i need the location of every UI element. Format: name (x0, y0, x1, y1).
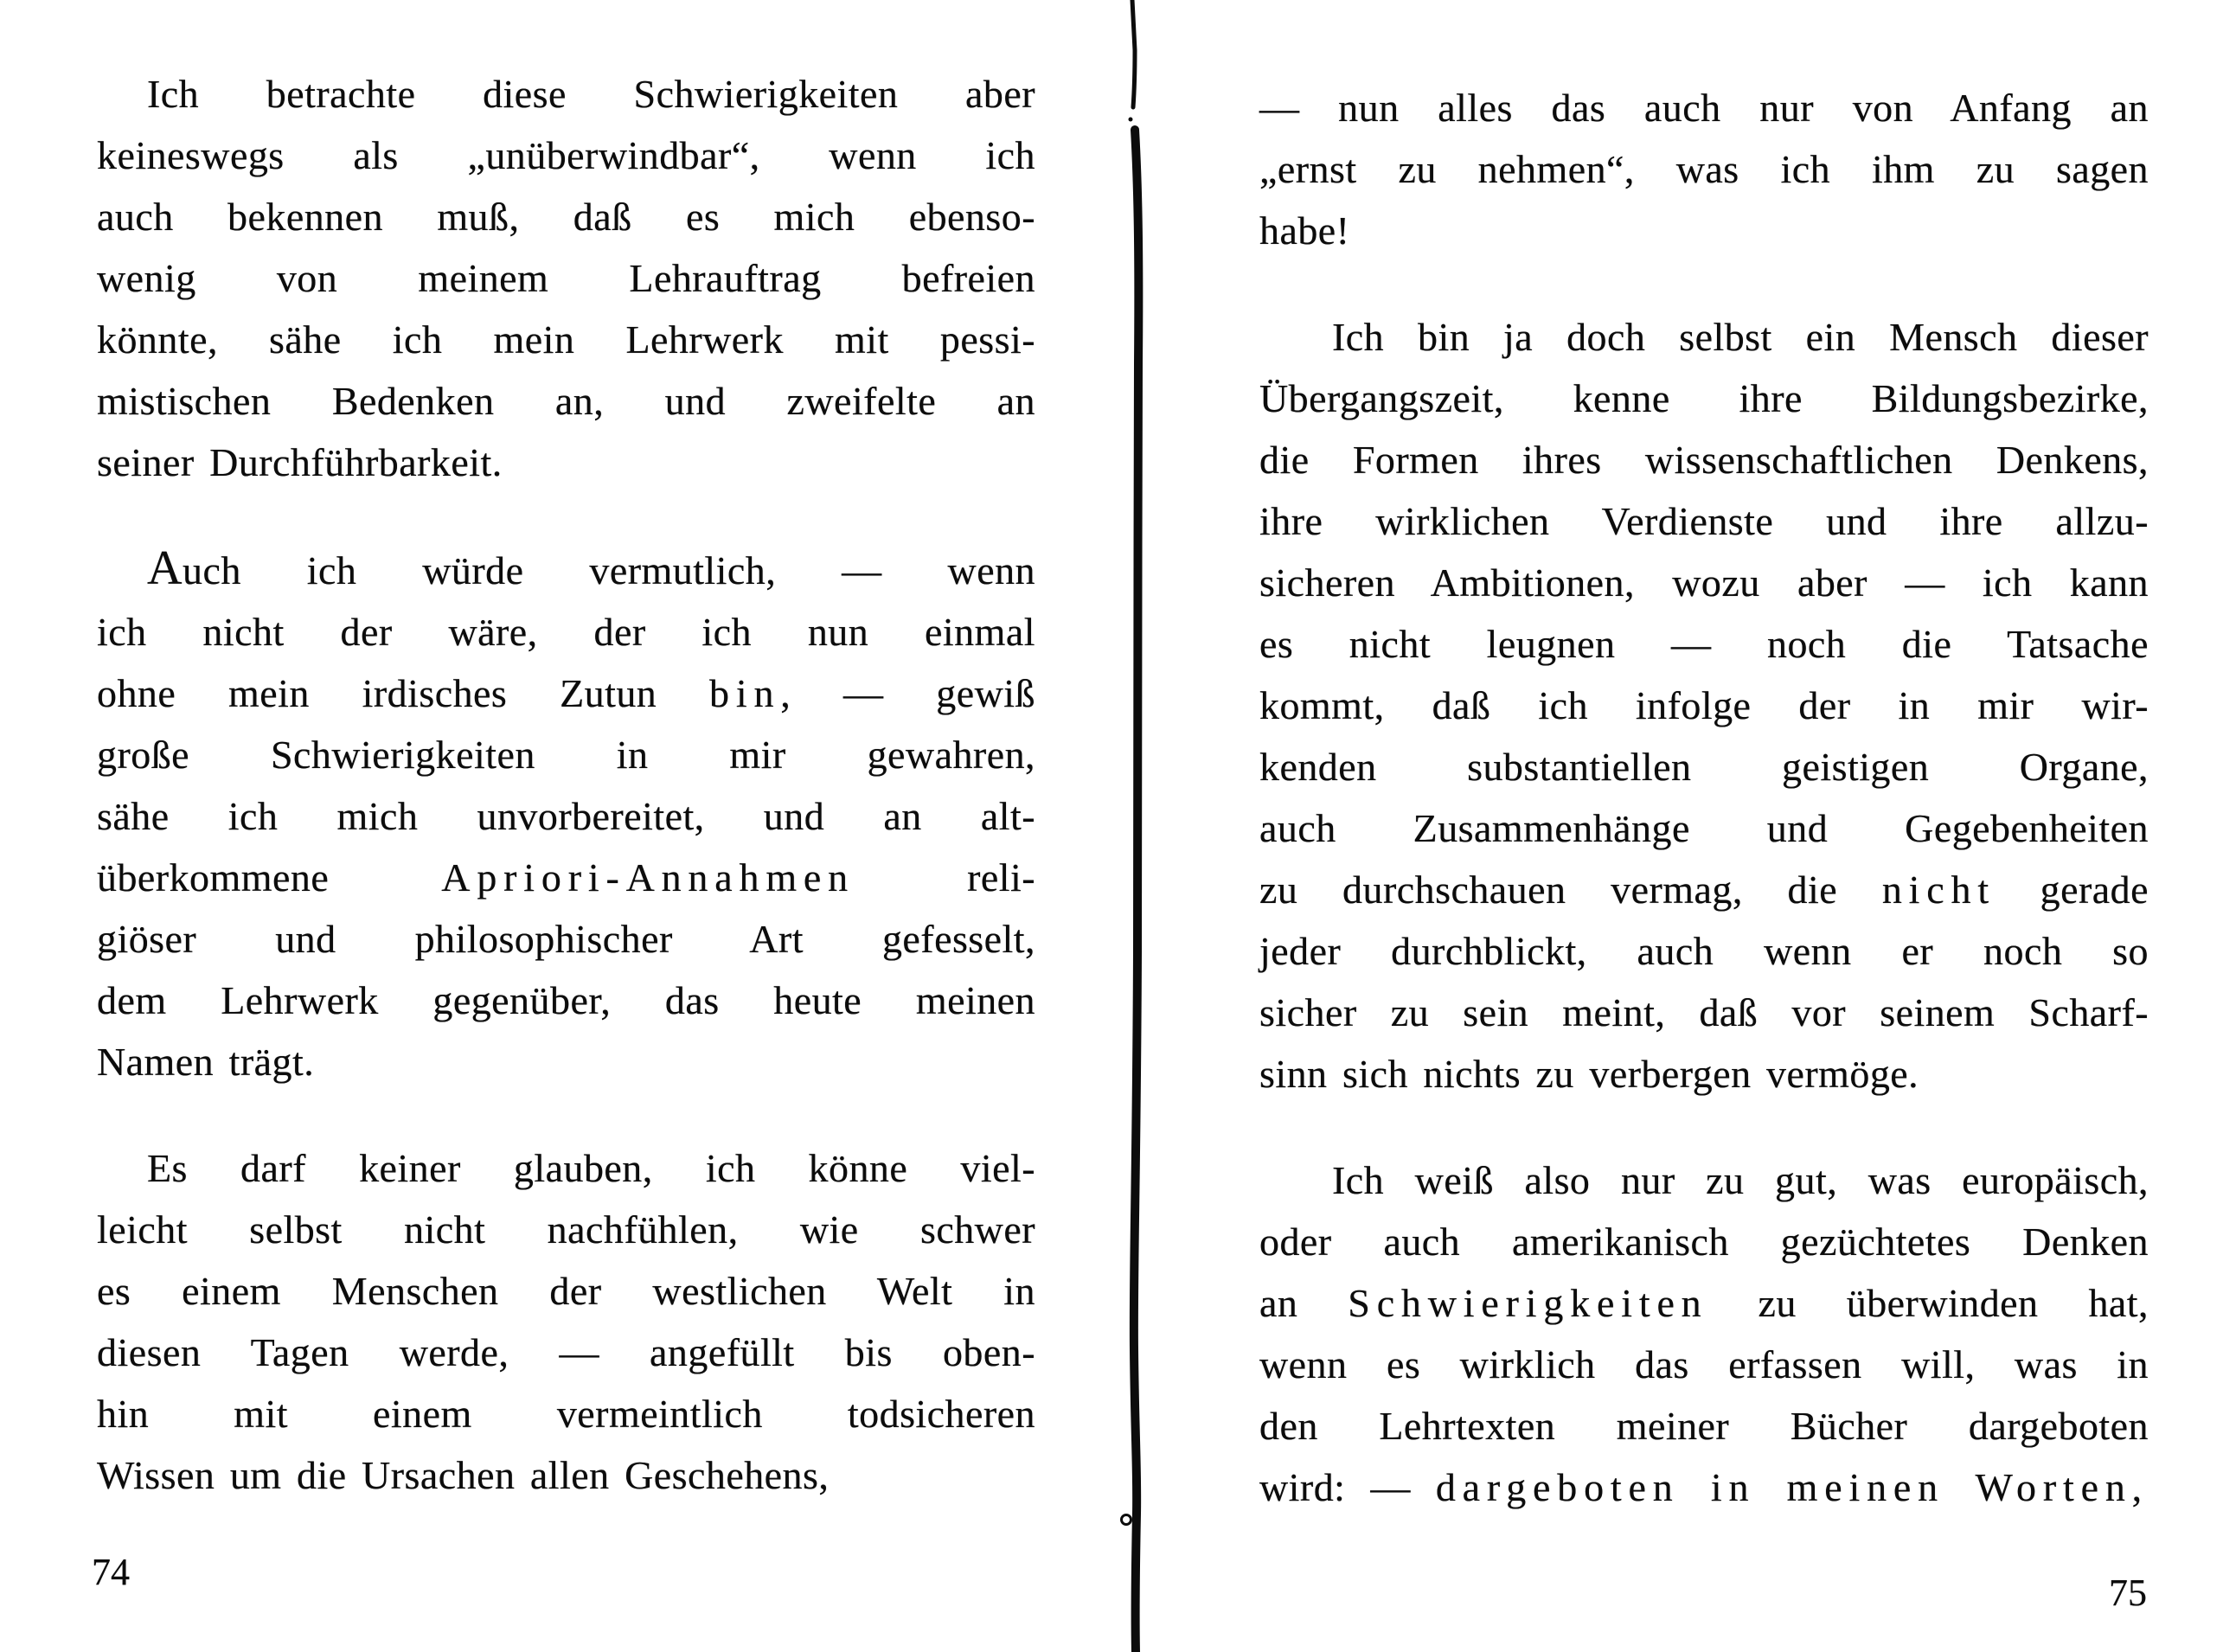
text-segment: reli- (854, 855, 1035, 900)
text-segment: uch ich würde vermutlich, — wenn (182, 548, 1035, 592)
text-line (97, 1199, 1035, 1260)
text-segment: dem Lehrwerk gegenüber, das heute meinen (97, 978, 1035, 1022)
text-segment: wenn es wirklich das erfassen will, was in (1259, 1342, 2149, 1386)
text-line (1259, 552, 2149, 613)
text-line (1259, 1334, 2149, 1395)
text-line (97, 970, 1035, 1031)
text-line (1259, 797, 2149, 859)
text-line (1259, 736, 2149, 797)
gutter-top-segment (1132, 0, 1135, 107)
text-line (97, 1383, 1035, 1444)
text-line (1259, 429, 2149, 490)
paragraph (1259, 306, 2149, 1105)
text-segment: mistischen Bedenken an, und zweifelte an (97, 379, 1035, 423)
text-segment: kommt, daß ich infolge der in mir wir- (1259, 683, 2149, 727)
text-line (97, 1137, 1035, 1199)
paragraph (97, 63, 1035, 493)
text-segment: große Schwierigkeiten in mir gewahren, (97, 733, 1035, 777)
text-line (97, 63, 1035, 125)
text-line (1259, 1272, 2149, 1334)
text-segment: Wissen um die Ursachen allen Geschehens, (97, 1453, 830, 1497)
text-segment: A (147, 541, 183, 595)
text-line (1259, 920, 2149, 982)
text-segment: oder auch amerikanisch gezüchtetes Denken (1259, 1220, 2149, 1264)
text-segment: , — gewiß (780, 671, 1035, 715)
text-line (1259, 138, 2149, 200)
text-segment: Übergangszeit, kenne ihre Bildungsbezirke, (1259, 376, 2149, 420)
text-line (97, 1444, 1035, 1506)
text-segment: die Formen ihres wissenschaftlichen Denkens, (1259, 438, 2149, 482)
text-segment: wenig von meinem Lehrauftrag befreien (97, 256, 1035, 300)
text-segment: „ernst zu nehmen“, was ich ihm zu sagen (1259, 147, 2149, 191)
page-number-left: 74 (92, 1551, 130, 1593)
text-segment: Ich weiß also nur zu gut, was europäisch, (1332, 1158, 2149, 1202)
gutter-ink-fleck (1129, 118, 1133, 122)
text-segment: gerade (1995, 868, 2149, 912)
text-segment: sicher zu sein meint, daß vor seinem Scharf- (1259, 990, 2149, 1034)
gutter-main-segment (1134, 130, 1139, 1652)
text-line (97, 601, 1035, 663)
text-line (1259, 1395, 2149, 1457)
text-line (1259, 200, 2149, 261)
text-segment: giöser und philosophischer Art gefesselt, (97, 917, 1035, 961)
text-segment: ohne mein irdisches Zutun (97, 671, 710, 715)
text-line (1259, 306, 2149, 368)
text-segment: ich nicht der wäre, der ich nun einmal (97, 610, 1035, 654)
text-line (1259, 368, 2149, 429)
letterspaced-text: dargeboten in meinen Worten, (1435, 1465, 2149, 1509)
text-line (97, 724, 1035, 785)
text-segment: zu überwinden hat, (1707, 1281, 2149, 1325)
text-line (97, 1031, 1035, 1092)
text-segment: ihre wirklichen Verdienste und ihre allzu- (1259, 499, 2149, 543)
text-segment: könnte, sähe ich mein Lehrwerk mit pessi- (97, 317, 1035, 362)
paragraph (1259, 1149, 2149, 1518)
letterspaced-text: bin (709, 671, 781, 715)
binding-gutter-line (1114, 0, 1152, 1652)
text-segment: habe! (1259, 208, 1350, 253)
text-line (97, 186, 1035, 247)
text-line (1259, 77, 2149, 138)
text-segment: — nun alles das auch nur von Anfang an (1259, 86, 2149, 130)
text-segment: es einem Menschen der westlichen Welt in (97, 1269, 1035, 1313)
text-line (1259, 490, 2149, 552)
text-segment: Namen trägt. (97, 1040, 315, 1084)
text-line (1259, 675, 2149, 736)
text-segment: überkommene (97, 855, 442, 900)
text-segment: sicheren Ambitionen, wozu aber — ich kann (1259, 560, 2149, 605)
text-line (97, 370, 1035, 432)
text-line (1259, 982, 2149, 1043)
text-segment: seiner Durchführbarkeit. (97, 440, 503, 484)
page-number-right: 75 (2109, 1572, 2147, 1614)
paragraph (97, 538, 1035, 1092)
text-line (1259, 1043, 2149, 1105)
text-segment: sähe ich mich unvorbereitet, und an alt- (97, 794, 1035, 838)
text-line (1259, 613, 2149, 675)
text-line (97, 785, 1035, 847)
text-line (97, 309, 1035, 370)
paragraph (97, 1137, 1035, 1506)
text-segment: sinn sich nichts zu verbergen vermöge. (1259, 1052, 1919, 1096)
text-segment: Es darf keiner glauben, ich könne viel- (147, 1146, 1035, 1190)
text-segment: jeder durchblickt, auch wenn er noch so (1259, 929, 2149, 973)
text-line (97, 663, 1035, 724)
text-line (1259, 1211, 2149, 1272)
text-line (97, 847, 1035, 908)
letterspaced-text: Schwierigkeiten (1348, 1281, 1708, 1325)
page-right-textblock (1259, 77, 2149, 1518)
text-segment: wird: — (1259, 1465, 1436, 1509)
text-line (97, 1322, 1035, 1383)
text-segment: leicht selbst nicht nachfühlen, wie schwer (97, 1207, 1035, 1252)
text-line (1259, 1457, 2149, 1518)
text-line (1259, 859, 2149, 920)
text-line (97, 538, 1035, 601)
text-segment: hin mit einem vermeintlich todsicheren (97, 1392, 1035, 1436)
text-segment: Ich bin ja doch selbst ein Mensch dieser (1332, 315, 2149, 359)
text-line (97, 247, 1035, 309)
text-segment: diesen Tagen werde, — angefüllt bis oben- (97, 1330, 1035, 1374)
letterspaced-text: Apriori-Annahmen (441, 855, 855, 900)
paragraph (1259, 77, 2149, 261)
text-segment: keineswegs als „unüberwindbar“, wenn ich (97, 133, 1035, 177)
text-line (1259, 1149, 2149, 1211)
text-segment: an (1259, 1281, 1349, 1325)
text-line (97, 908, 1035, 970)
text-segment: kenden substantiellen geistigen Organe, (1259, 745, 2149, 789)
gutter-ink-loop (1122, 1515, 1131, 1525)
text-line (97, 125, 1035, 186)
text-segment: zu durchschauen vermag, die (1259, 868, 1882, 912)
text-segment: auch Zusammenhänge und Gegebenheiten (1259, 806, 2149, 850)
letterspaced-text: nicht (1881, 868, 1996, 912)
text-segment: Ich betrachte diese Schwierigkeiten aber (147, 72, 1035, 116)
text-segment: es nicht leugnen — noch die Tatsache (1259, 622, 2149, 666)
text-line (97, 1260, 1035, 1322)
page-left-textblock (97, 63, 1035, 1506)
text-segment: den Lehrtexten meiner Bücher dargeboten (1259, 1404, 2149, 1448)
text-segment: auch bekennen muß, daß es mich ebenso- (97, 195, 1035, 239)
text-line (97, 432, 1035, 493)
